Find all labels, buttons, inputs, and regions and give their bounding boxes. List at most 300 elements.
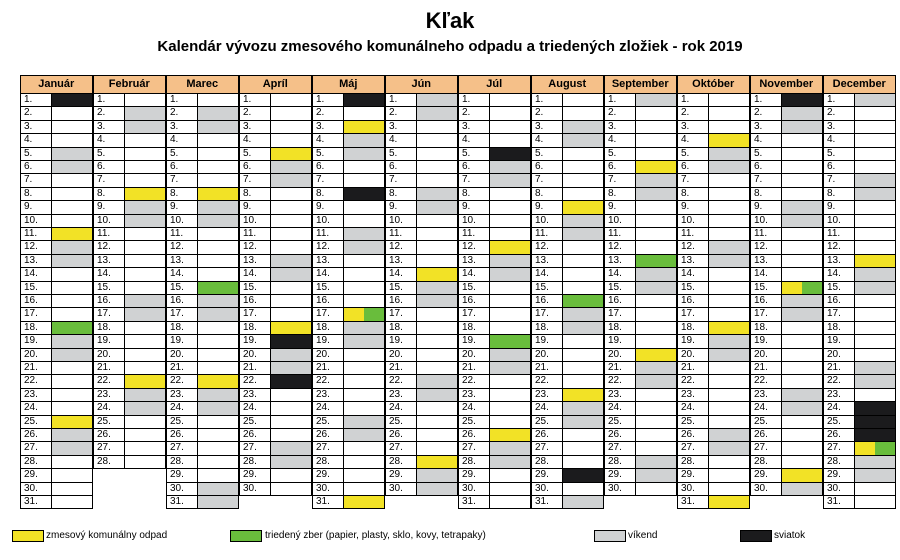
weekend-mark bbox=[490, 255, 529, 267]
day-row bbox=[167, 429, 238, 442]
day-number: 24. bbox=[167, 402, 198, 414]
collection-mark bbox=[709, 134, 748, 146]
day-row bbox=[167, 362, 238, 375]
day-row bbox=[532, 201, 603, 214]
weekend-mark bbox=[52, 442, 91, 454]
day-number: 16. bbox=[313, 295, 344, 307]
day-row bbox=[313, 375, 384, 388]
day-row bbox=[386, 268, 457, 281]
collection-mark bbox=[855, 442, 875, 454]
weekend-mark bbox=[344, 416, 383, 428]
day-row bbox=[240, 268, 311, 281]
day-row bbox=[459, 174, 530, 187]
day-number: 13. bbox=[167, 255, 198, 267]
day-number: 24. bbox=[532, 402, 563, 414]
day-number: 4. bbox=[167, 134, 198, 146]
weekend-mark bbox=[417, 94, 456, 106]
day-row bbox=[167, 215, 238, 228]
day-row bbox=[21, 335, 92, 348]
day-number: 30. bbox=[386, 483, 417, 495]
day-number: 30. bbox=[824, 483, 855, 495]
day-number: 4. bbox=[386, 134, 417, 146]
day-number: 24. bbox=[21, 402, 52, 414]
day-number: 13. bbox=[94, 255, 125, 267]
day-number: 21. bbox=[605, 362, 636, 374]
collection-mark bbox=[364, 308, 384, 320]
weekend-mark bbox=[271, 255, 310, 267]
weekend-mark bbox=[52, 241, 91, 253]
day-row bbox=[240, 442, 311, 455]
day-number: 15. bbox=[167, 282, 198, 294]
day-number: 3. bbox=[313, 121, 344, 133]
day-number: 19. bbox=[167, 335, 198, 347]
day-number: 19. bbox=[459, 335, 490, 347]
day-row bbox=[21, 268, 92, 281]
day-row bbox=[824, 268, 895, 281]
weekend-mark bbox=[636, 94, 675, 106]
day-row bbox=[313, 362, 384, 375]
weekend-mark bbox=[198, 121, 237, 133]
day-row bbox=[21, 215, 92, 228]
day-row bbox=[605, 335, 676, 348]
day-number: 21. bbox=[167, 362, 198, 374]
day-row bbox=[94, 228, 165, 241]
day-row bbox=[605, 188, 676, 201]
day-number: 6. bbox=[678, 161, 709, 173]
day-number: 3. bbox=[386, 121, 417, 133]
day-row bbox=[459, 322, 530, 335]
day-row bbox=[532, 174, 603, 187]
day-row bbox=[532, 94, 603, 107]
month-column bbox=[458, 75, 531, 509]
day-row bbox=[678, 228, 749, 241]
day-row bbox=[21, 228, 92, 241]
day-number: 23. bbox=[532, 389, 563, 401]
day-number: 13. bbox=[678, 255, 709, 267]
day-number: 15. bbox=[94, 282, 125, 294]
collection-mark bbox=[344, 121, 383, 133]
collection-mark bbox=[271, 322, 310, 334]
day-row bbox=[678, 295, 749, 308]
day-number: 11. bbox=[532, 228, 563, 240]
day-row bbox=[532, 161, 603, 174]
day-number: 2. bbox=[532, 107, 563, 119]
day-number: 6. bbox=[21, 161, 52, 173]
weekend-mark bbox=[417, 188, 456, 200]
collection-mark bbox=[52, 322, 91, 334]
weekend-mark bbox=[855, 456, 894, 468]
day-number: 28. bbox=[240, 456, 271, 468]
weekend-mark bbox=[855, 188, 894, 200]
day-row bbox=[167, 483, 238, 496]
day-row bbox=[678, 201, 749, 214]
day-row bbox=[532, 322, 603, 335]
day-row bbox=[824, 134, 895, 147]
day-number: 14. bbox=[240, 268, 271, 280]
day-number: 25. bbox=[751, 416, 782, 428]
day-row bbox=[313, 188, 384, 201]
day-number: 23. bbox=[751, 389, 782, 401]
day-row bbox=[21, 442, 92, 455]
day-row bbox=[240, 416, 311, 429]
day-row bbox=[824, 228, 895, 241]
day-number: 1. bbox=[605, 94, 636, 106]
day-number: 26. bbox=[678, 429, 709, 441]
collection-mark bbox=[490, 241, 529, 253]
weekend-mark bbox=[709, 255, 748, 267]
month-header: Január bbox=[21, 76, 92, 94]
day-number: 17. bbox=[459, 308, 490, 320]
weekend-mark bbox=[198, 402, 237, 414]
day-row bbox=[21, 148, 92, 161]
day-number: 9. bbox=[459, 201, 490, 213]
day-number: 3. bbox=[459, 121, 490, 133]
day-row bbox=[94, 241, 165, 254]
day-number: 3. bbox=[21, 121, 52, 133]
day-row bbox=[751, 228, 822, 241]
day-row bbox=[532, 148, 603, 161]
day-row bbox=[459, 416, 530, 429]
day-number: 9. bbox=[240, 201, 271, 213]
day-row bbox=[605, 442, 676, 455]
day-number: 7. bbox=[21, 174, 52, 186]
day-number: 7. bbox=[605, 174, 636, 186]
day-row bbox=[167, 268, 238, 281]
day-row bbox=[167, 496, 238, 509]
day-row bbox=[21, 469, 92, 482]
day-number: 26. bbox=[386, 429, 417, 441]
day-row bbox=[678, 308, 749, 321]
day-number: 20. bbox=[313, 349, 344, 361]
day-row bbox=[94, 456, 165, 469]
day-row bbox=[824, 241, 895, 254]
day-row bbox=[678, 362, 749, 375]
day-row bbox=[94, 148, 165, 161]
day-number: 10. bbox=[94, 215, 125, 227]
day-number: 4. bbox=[751, 134, 782, 146]
day-row bbox=[240, 322, 311, 335]
day-row bbox=[532, 483, 603, 496]
day-number: 4. bbox=[240, 134, 271, 146]
day-row bbox=[824, 148, 895, 161]
day-row bbox=[94, 442, 165, 455]
day-number: 5. bbox=[824, 148, 855, 160]
day-row bbox=[386, 295, 457, 308]
day-row bbox=[21, 107, 92, 120]
day-row bbox=[605, 402, 676, 415]
day-row bbox=[532, 335, 603, 348]
day-number: 21. bbox=[751, 362, 782, 374]
weekend-mark bbox=[855, 282, 894, 294]
day-number: 13. bbox=[313, 255, 344, 267]
day-row bbox=[459, 255, 530, 268]
day-row bbox=[532, 134, 603, 147]
day-number: 28. bbox=[459, 456, 490, 468]
day-number: 21. bbox=[313, 362, 344, 374]
day-row bbox=[21, 188, 92, 201]
day-number: 16. bbox=[459, 295, 490, 307]
day-number: 11. bbox=[94, 228, 125, 240]
weekend-mark bbox=[271, 442, 310, 454]
weekend-mark bbox=[709, 161, 748, 173]
day-number: 16. bbox=[678, 295, 709, 307]
day-number: 8. bbox=[167, 188, 198, 200]
day-row bbox=[167, 201, 238, 214]
day-row bbox=[21, 389, 92, 402]
day-number: 28. bbox=[313, 456, 344, 468]
day-row bbox=[167, 389, 238, 402]
day-row bbox=[459, 335, 530, 348]
day-row bbox=[751, 268, 822, 281]
day-number: 25. bbox=[459, 416, 490, 428]
weekend-mark bbox=[782, 308, 821, 320]
day-number: 25. bbox=[678, 416, 709, 428]
day-row bbox=[94, 349, 165, 362]
day-row bbox=[313, 134, 384, 147]
weekend-mark bbox=[709, 429, 748, 441]
day-number: 16. bbox=[386, 295, 417, 307]
day-number: 17. bbox=[313, 308, 344, 320]
day-number: 12. bbox=[532, 241, 563, 253]
day-row bbox=[751, 134, 822, 147]
day-number: 6. bbox=[459, 161, 490, 173]
weekend-mark bbox=[417, 483, 456, 495]
day-row bbox=[459, 107, 530, 120]
day-row bbox=[678, 335, 749, 348]
day-number: 12. bbox=[678, 241, 709, 253]
day-row bbox=[751, 161, 822, 174]
day-row bbox=[605, 228, 676, 241]
day-row bbox=[21, 94, 92, 107]
day-row bbox=[313, 282, 384, 295]
day-row bbox=[459, 442, 530, 455]
day-number: 30. bbox=[21, 483, 52, 495]
day-number: 8. bbox=[678, 188, 709, 200]
legend-swatch-gray bbox=[594, 530, 626, 542]
day-number: 21. bbox=[678, 362, 709, 374]
day-row bbox=[386, 94, 457, 107]
day-number: 19. bbox=[824, 335, 855, 347]
day-number: 23. bbox=[240, 389, 271, 401]
day-number: 7. bbox=[459, 174, 490, 186]
day-row bbox=[824, 107, 895, 120]
day-number: 7. bbox=[386, 174, 417, 186]
day-number: 23. bbox=[313, 389, 344, 401]
day-row bbox=[313, 496, 384, 509]
weekend-mark bbox=[344, 429, 383, 441]
day-row bbox=[751, 107, 822, 120]
day-row bbox=[678, 483, 749, 496]
day-row bbox=[240, 148, 311, 161]
day-row bbox=[94, 335, 165, 348]
day-number: 6. bbox=[532, 161, 563, 173]
day-row bbox=[751, 416, 822, 429]
day-number: 25. bbox=[313, 416, 344, 428]
day-number: 24. bbox=[94, 402, 125, 414]
day-number: 14. bbox=[751, 268, 782, 280]
day-row bbox=[240, 308, 311, 321]
day-row bbox=[94, 375, 165, 388]
day-row bbox=[532, 295, 603, 308]
day-number: 27. bbox=[386, 442, 417, 454]
day-row bbox=[313, 255, 384, 268]
day-number: 21. bbox=[94, 362, 125, 374]
day-number: 13. bbox=[240, 255, 271, 267]
day-number: 27. bbox=[605, 442, 636, 454]
day-number: 7. bbox=[94, 174, 125, 186]
day-number: 1. bbox=[459, 94, 490, 106]
day-row bbox=[532, 416, 603, 429]
day-number: 15. bbox=[532, 282, 563, 294]
day-number: 20. bbox=[240, 349, 271, 361]
day-row bbox=[824, 442, 895, 455]
day-number: 7. bbox=[167, 174, 198, 186]
day-number: 2. bbox=[824, 107, 855, 119]
day-row bbox=[21, 295, 92, 308]
day-row bbox=[459, 308, 530, 321]
collection-mark bbox=[782, 282, 802, 294]
weekend-mark bbox=[490, 161, 529, 173]
day-number: 21. bbox=[532, 362, 563, 374]
day-number: 15. bbox=[386, 282, 417, 294]
day-row bbox=[21, 375, 92, 388]
day-number: 29. bbox=[605, 469, 636, 481]
holiday-mark bbox=[271, 335, 310, 347]
day-row bbox=[824, 483, 895, 496]
day-row bbox=[313, 174, 384, 187]
day-row bbox=[386, 469, 457, 482]
day-number: 19. bbox=[605, 335, 636, 347]
day-row bbox=[751, 94, 822, 107]
day-row bbox=[678, 469, 749, 482]
day-number: 14. bbox=[167, 268, 198, 280]
day-number: 5. bbox=[459, 148, 490, 160]
day-row bbox=[751, 375, 822, 388]
day-row bbox=[605, 282, 676, 295]
weekend-mark bbox=[125, 402, 164, 414]
day-row bbox=[386, 188, 457, 201]
month-column bbox=[750, 75, 823, 496]
day-number: 22. bbox=[94, 375, 125, 387]
day-number: 20. bbox=[532, 349, 563, 361]
day-row bbox=[459, 201, 530, 214]
day-row bbox=[386, 362, 457, 375]
day-row bbox=[167, 416, 238, 429]
day-number: 1. bbox=[824, 94, 855, 106]
weekend-mark bbox=[855, 94, 894, 106]
day-number: 1. bbox=[386, 94, 417, 106]
day-number: 25. bbox=[532, 416, 563, 428]
day-number: 3. bbox=[532, 121, 563, 133]
day-number: 11. bbox=[313, 228, 344, 240]
day-row bbox=[167, 174, 238, 187]
day-row bbox=[94, 161, 165, 174]
weekend-mark bbox=[636, 174, 675, 186]
day-number: 2. bbox=[21, 107, 52, 119]
day-number: 18. bbox=[240, 322, 271, 334]
day-number: 12. bbox=[459, 241, 490, 253]
collection-mark bbox=[344, 308, 364, 320]
day-number: 29. bbox=[532, 469, 563, 481]
day-row bbox=[94, 416, 165, 429]
day-row bbox=[532, 241, 603, 254]
day-row bbox=[21, 308, 92, 321]
day-row bbox=[240, 174, 311, 187]
weekend-mark bbox=[636, 268, 675, 280]
day-number: 18. bbox=[605, 322, 636, 334]
day-row bbox=[605, 322, 676, 335]
day-row bbox=[678, 442, 749, 455]
day-row bbox=[94, 429, 165, 442]
month-header: Máj bbox=[313, 76, 384, 94]
day-number: 18. bbox=[459, 322, 490, 334]
day-row bbox=[605, 215, 676, 228]
day-number: 24. bbox=[313, 402, 344, 414]
day-number: 9. bbox=[313, 201, 344, 213]
weekend-mark bbox=[125, 121, 164, 133]
day-number: 6. bbox=[824, 161, 855, 173]
weekend-mark bbox=[782, 295, 821, 307]
weekend-mark bbox=[782, 121, 821, 133]
day-row bbox=[459, 188, 530, 201]
day-number: 16. bbox=[605, 295, 636, 307]
weekend-mark bbox=[782, 389, 821, 401]
day-row bbox=[313, 308, 384, 321]
day-number: 8. bbox=[605, 188, 636, 200]
day-row bbox=[751, 349, 822, 362]
day-row bbox=[459, 295, 530, 308]
day-number: 13. bbox=[751, 255, 782, 267]
day-row bbox=[605, 201, 676, 214]
day-number: 20. bbox=[605, 349, 636, 361]
month-column bbox=[531, 75, 604, 509]
day-number: 2. bbox=[240, 107, 271, 119]
day-number: 18. bbox=[824, 322, 855, 334]
day-number: 23. bbox=[167, 389, 198, 401]
day-number: 26. bbox=[167, 429, 198, 441]
day-number: 20. bbox=[21, 349, 52, 361]
day-row bbox=[21, 429, 92, 442]
day-row bbox=[167, 228, 238, 241]
collection-mark bbox=[563, 201, 602, 213]
day-number: 29. bbox=[240, 469, 271, 481]
day-number: 6. bbox=[386, 161, 417, 173]
weekend-mark bbox=[636, 456, 675, 468]
weekend-mark bbox=[198, 215, 237, 227]
day-row bbox=[386, 483, 457, 496]
day-row bbox=[21, 322, 92, 335]
day-number: 22. bbox=[240, 375, 271, 387]
day-row bbox=[94, 295, 165, 308]
day-row bbox=[167, 121, 238, 134]
day-number: 12. bbox=[240, 241, 271, 253]
day-row bbox=[605, 456, 676, 469]
month-column bbox=[677, 75, 750, 509]
day-number: 2. bbox=[459, 107, 490, 119]
day-row bbox=[313, 107, 384, 120]
day-row bbox=[240, 483, 311, 496]
day-number: 1. bbox=[240, 94, 271, 106]
day-number: 12. bbox=[313, 241, 344, 253]
day-number: 7. bbox=[240, 174, 271, 186]
weekend-mark bbox=[709, 335, 748, 347]
day-row bbox=[605, 295, 676, 308]
day-row bbox=[313, 483, 384, 496]
legend-label-weekend: víkend bbox=[628, 530, 658, 541]
weekend-mark bbox=[271, 174, 310, 186]
day-row bbox=[240, 121, 311, 134]
weekend-mark bbox=[709, 442, 748, 454]
